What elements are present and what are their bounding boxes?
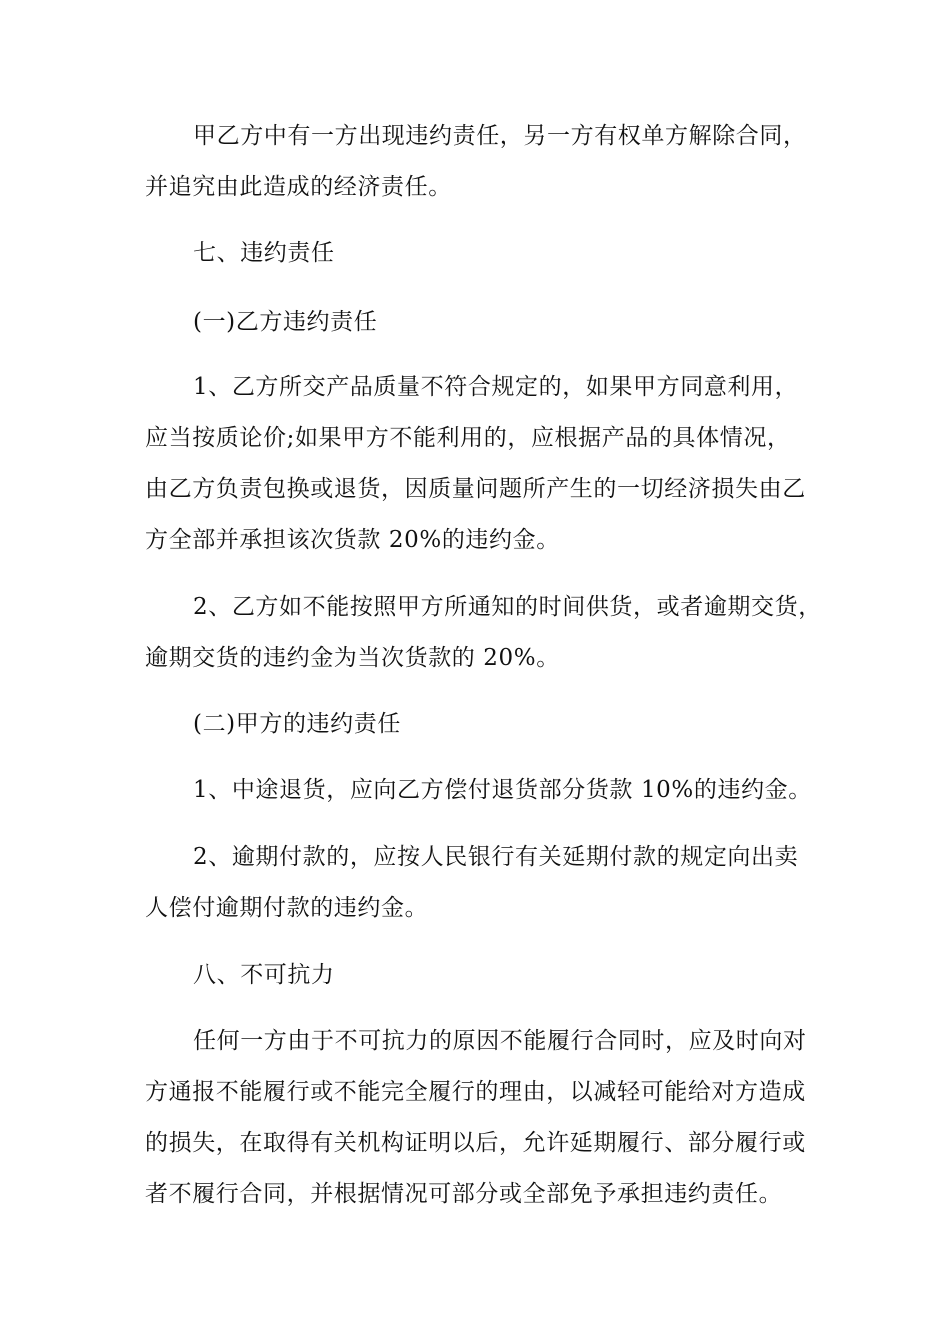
text-line: 甲乙方中有一方出现违约责任，另一方有权单方解除合同， [193,123,807,149]
text-line: 1、乙方所交产品质量不符合规定的，如果甲方同意利用， [193,374,799,400]
text-line: 的损失，在取得有关机构证明以后，允许延期履行、部分履行或 [145,1130,806,1156]
text-line: 应当按质论价;如果甲方不能利用的，应根据产品的具体情况， [145,425,791,451]
text-line: 任何一方由于不可抗力的原因不能履行合同时，应及时向对 [193,1028,807,1054]
section-heading-force-majeure: 八、不可抗力 [193,962,335,988]
text-line: 人偿付逾期付款的违约金。 [145,895,429,921]
text-line: 者不履行合同，并根据情况可部分或全部免予承担违约责任。 [145,1181,783,1207]
text-line: 2、乙方如不能按照甲方所通知的时间供货，或者逾期交货， [193,594,822,620]
subsection-heading-party-a: (二)甲方的违约责任 [193,711,401,737]
text-line: 方全部并承担该次货款 20%的违约金。 [145,527,560,553]
text-line: 方通报不能履行或不能完全履行的理由，以减轻可能给对方造成 [145,1079,806,1105]
text-line: 2、逾期付款的，应按人民银行有关延期付款的规定向出卖 [193,844,799,870]
paragraph-party-a-clause-1: 1、中途退货，应向乙方偿付退货部分货款 10%的违约金。 [193,777,812,803]
text-line: 并追究由此造成的经济责任。 [145,174,452,200]
subsection-heading-party-b: (一)乙方违约责任 [193,309,378,335]
section-heading-breach-liability: 七、违约责任 [193,240,335,266]
text-line: 由乙方负责包换或退货，因质量问题所产生的一切经济损失由乙 [145,476,806,502]
text-line: 逾期交货的违约金为当次货款的 20%。 [145,645,560,671]
